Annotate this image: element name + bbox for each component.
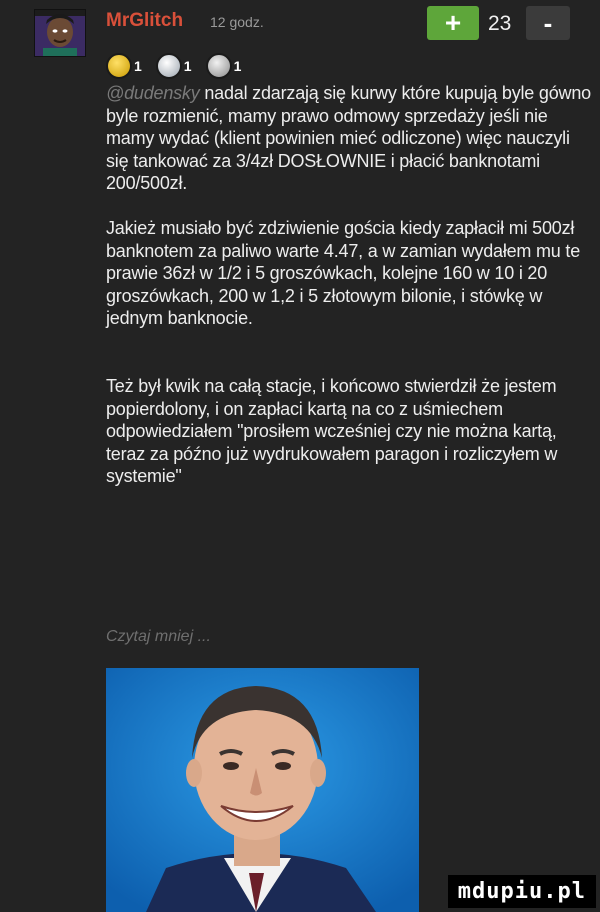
- badge-gold: [106, 53, 150, 79]
- comment-body: [106, 82, 592, 488]
- badge-silver: [156, 53, 200, 79]
- man-portrait-photo-icon: [106, 668, 419, 912]
- site-watermark: mdupiu.pl: [448, 875, 596, 908]
- post-author[interactable]: MrGlitch: [106, 10, 184, 31]
- user-avatar[interactable]: [34, 9, 86, 57]
- upvote-button[interactable]: +: [427, 6, 479, 40]
- badges-row: [106, 52, 249, 80]
- read-less-link[interactable]: Czytaj mniej ...: [106, 628, 211, 645]
- user-mention-link[interactable]: @dudensky: [106, 83, 200, 103]
- comment-paragraph: Też był kwik na całą stacje, i końcowo stwierdził że jestem popierdolony, i on zapłaci kartą na co z uśmiechem odpowiedziałem "prosiłem wcześniej czy nie można kartą, teraz za późno już wydrukowałem paragon i rozliczyłem w systemie": [106, 375, 558, 487]
- avatar-portrait-icon: [35, 10, 85, 56]
- attached-photo[interactable]: [106, 668, 419, 912]
- comment-text: nadal zdarzają się kurwy które kupują byle gówno byle rozmienić, mamy prawo odmowy sprzedaży jeśli nie mamy wydać (klient powinien mieć odliczone) więc nauczyli się tankować za 3/4zł DOSŁOWNIE i płacić banknotami 200/500zł.: [106, 83, 591, 194]
- badge-count: 1: [183, 58, 192, 74]
- post-timestamp: 12 godz.: [210, 14, 264, 30]
- comment-paragraph: Jakież musiało być zdziwienie gościa kiedy zapłacił mi 500zł banknotem za paliwo warte 4.47, a w zamian wydałem mu te prawie 36zł w 1/2 i 5 groszówkach, kolejne 160 w 10 i 20 groszówkach, 200 w 1,2 i 5 złotowym bilonie, i stówkę w jednym banknocie.: [106, 217, 581, 329]
- vote-score: 23: [488, 12, 512, 35]
- silver-medal-icon: [156, 53, 182, 79]
- gold-medal-icon: [106, 53, 132, 79]
- downvote-button[interactable]: -: [526, 6, 570, 40]
- comment-paragraph: [106, 82, 592, 195]
- badge-count: 1: [134, 58, 142, 74]
- badge-count: 1: [233, 58, 242, 74]
- bronze-medal-icon: [206, 53, 232, 79]
- badge-bronze: [206, 53, 250, 79]
